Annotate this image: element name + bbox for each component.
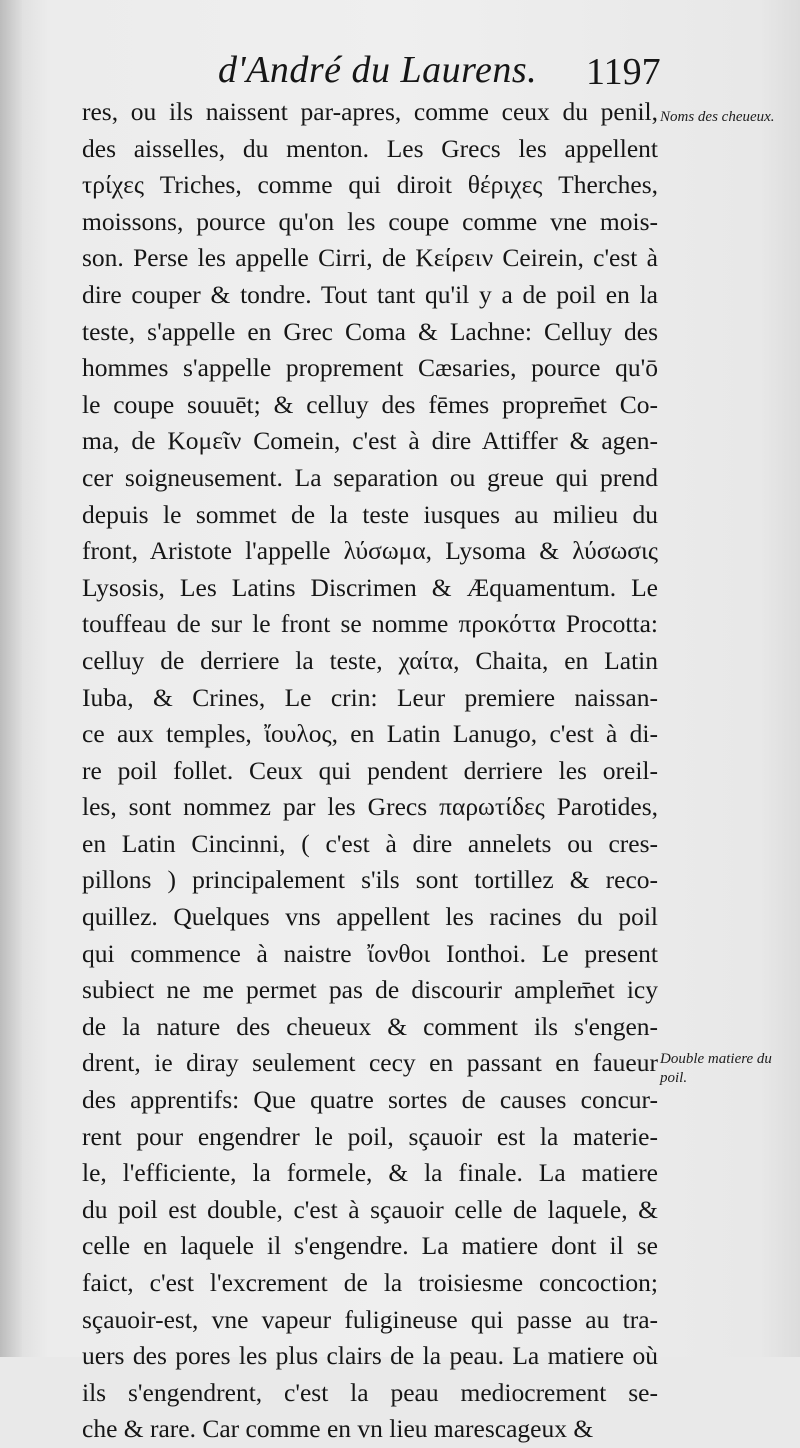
text-line: du poil est double, c'est à sçauoir celle de laquele, & bbox=[82, 1194, 658, 1224]
margin-note-noms-des-cheueux: Noms des cheueux. bbox=[660, 109, 775, 125]
text-line: cer soigneusement. La separation ou greue qui prend bbox=[82, 462, 658, 492]
text-line: pillons ) principalement s'ils sont tortillez & reco- bbox=[82, 865, 658, 895]
page-number: 1197 bbox=[586, 51, 661, 93]
text-line: drent, ie diray seulement cecy en passant en faueur bbox=[82, 1048, 658, 1078]
text-line: quillez. Quelques vns appellent les racines du poil bbox=[82, 902, 658, 932]
page-gutter-shadow bbox=[0, 0, 22, 1357]
margin-note-double-matiere: Double matiere du poil. bbox=[660, 1051, 772, 1086]
text-line: ma, de Κομεῖν Comein, c'est à dire Attiffer & agen- bbox=[82, 426, 658, 456]
text-line: rent pour engendrer le poil, sçauoir est la materie- bbox=[82, 1121, 658, 1151]
running-head: d'André du Laurens. bbox=[218, 49, 538, 91]
text-line: le, l'efficiente, la formele, & la finale. La matiere bbox=[82, 1158, 658, 1188]
text-line: des apprentifs: Que quatre sortes de causes concur- bbox=[82, 1085, 658, 1115]
text-line: les, sont nommez par les Grecs παρωτίδες Parotides, bbox=[82, 792, 658, 822]
text-line: τρίχες Triches, comme qui diroit θέριχες Therches, bbox=[82, 170, 658, 200]
text-line: Iuba, & Crines, Le crin: Leur premiere naissan- bbox=[82, 682, 658, 712]
text-line: res, ou ils naissent par-apres, comme ceux du penil, bbox=[82, 97, 658, 126]
text-line: le coupe souuēt; & celluy des fēmes proprem̄et Co- bbox=[82, 389, 658, 419]
text-line: depuis le sommet de la teste iusques au milieu du bbox=[82, 499, 658, 529]
text-line: front, Aristote l'appelle λύσωμα, Lysoma & λύσωσις bbox=[82, 536, 658, 566]
text-line: ils s'engendrent, c'est la peau mediocrement se- bbox=[82, 1377, 658, 1407]
text-line: celle en laquele il s'engendre. La matiere dont il se bbox=[82, 1231, 658, 1261]
text-line: uers des pores les plus clairs de la peau. La matiere où bbox=[82, 1341, 658, 1371]
text-line: re poil follet. Ceux qui pendent derriere les oreil- bbox=[82, 755, 658, 785]
text-line: faict, c'est l'excrement de la troisiesme concoction; bbox=[82, 1268, 658, 1297]
text-line: teste, s'appelle en Grec Coma & Lachne: Celluy des bbox=[82, 316, 658, 346]
page-header bbox=[0, 40, 800, 100]
text-line: en Latin Cincinni, ( c'est à dire annelets ou cres- bbox=[82, 828, 658, 858]
text-line: de la nature des cheueux & comment ils s'engen- bbox=[82, 1011, 658, 1041]
text-line: touffeau de sur le front se nomme προκόττα Procotta: bbox=[82, 609, 658, 639]
text-line: ce aux temples, ἴουλος, en Latin Lanugo, c'est à di- bbox=[82, 719, 658, 749]
text-line: dire couper & tondre. Tout tant qu'il y a de poil en la bbox=[82, 279, 658, 309]
text-line: hommes s'appelle proprement Cæsaries, pource qu'ō bbox=[82, 353, 658, 383]
text-line: qui commence à naistre ἴονθοι Ionthoi. Le present bbox=[82, 938, 658, 968]
text-line: che & rare. Car comme en vn lieu marescageux & bbox=[82, 1414, 594, 1444]
text-line: celluy de derriere la teste, χαίτα, Chaita, en Latin bbox=[82, 645, 658, 675]
text-line: son. Perse les appelle Cirri, de Κείρειν Ceirein, c'est à bbox=[82, 243, 658, 273]
text-line: subiect ne me permet pas de discourir amplem̄et icy bbox=[82, 975, 658, 1005]
text-line: des aisselles, du menton. Les Grecs les appellent bbox=[82, 133, 658, 163]
text-line: sçauoir-est, vne vapeur fuligineuse qui passe au tra- bbox=[82, 1304, 658, 1334]
body-text bbox=[82, 94, 658, 1448]
text-line: moissons, pource qu'on les coupe comme vne mois- bbox=[82, 206, 658, 236]
text-line: Lysosis, Les Latins Discrimen & Æquamentum. Le bbox=[82, 572, 658, 602]
